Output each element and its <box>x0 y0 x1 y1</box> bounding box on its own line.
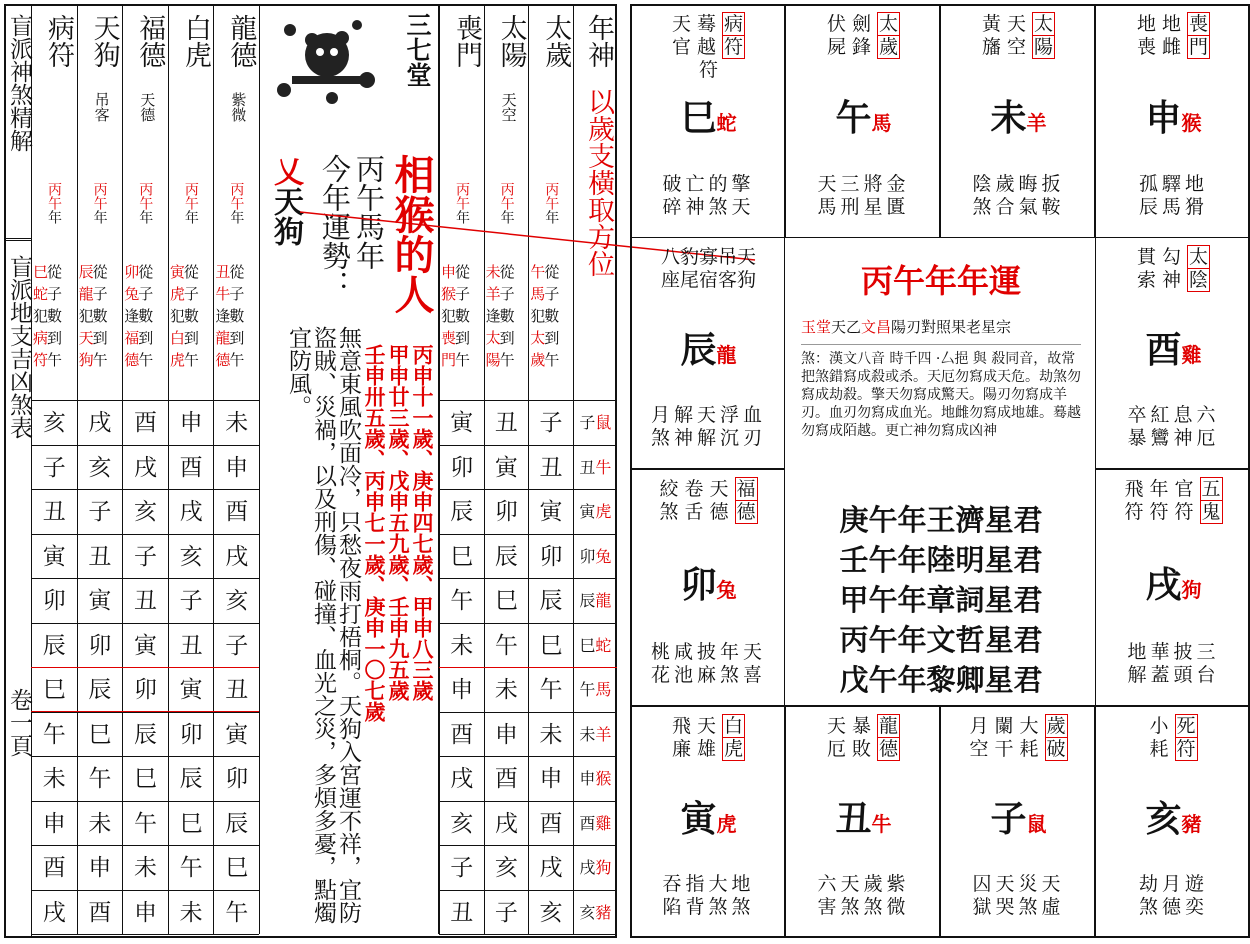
grid-cell: 酉 <box>439 713 484 758</box>
year-fortune-title: 丙午年年運 <box>860 262 1021 300</box>
grid-animal-cell: 巳蛇 <box>573 624 617 669</box>
column-cell: 猴子 <box>441 285 470 303</box>
grid-cell: 巳 <box>31 668 77 713</box>
column-subname: 天空 <box>499 92 518 122</box>
grid-cell: 酉 <box>168 446 214 491</box>
star-god-line: 壬午年陸明星君 <box>839 543 1043 577</box>
column-year: 丙午年 <box>46 182 63 224</box>
grid-cell: 子 <box>528 401 573 446</box>
header-column <box>77 4 123 400</box>
column-name: 年神 <box>582 14 614 68</box>
column-cell: 天到 <box>78 329 107 347</box>
grid-cell: 巳 <box>122 757 168 802</box>
grid-cell: 辰 <box>484 535 529 580</box>
grid-animal-cell: 辰龍 <box>573 579 617 624</box>
column-cell: 寅從 <box>169 263 198 281</box>
grid-cell: 酉 <box>528 802 573 847</box>
column-cell: 狗午 <box>78 351 107 369</box>
grid-cell: 辰 <box>168 757 214 802</box>
grid-cell: 巳 <box>77 713 123 758</box>
grid-cell: 戌 <box>77 401 123 446</box>
grid-animal-cell: 寅虎 <box>573 490 617 535</box>
grid-cell: 午 <box>31 713 77 758</box>
grid-cell: 卯 <box>77 624 123 669</box>
column-cell: 太到 <box>485 329 514 347</box>
usage-notes: 煞：漢文八音 時千四 ·厶挹 與 殺同音，故常把煞錯寫成殺或杀。天厄勿寫成天危。劫煞勿寫成劫殺。擎天勿寫成驚天。陽刃勿寫成羊刃。血刃勿寫成血光。地雌勿寫成地雄。蓦越勿寫成陌越。更亡神勿寫成凶神 <box>801 351 1081 439</box>
grid-cell: 午 <box>528 668 573 713</box>
column-cell: 德午 <box>124 351 153 369</box>
grid-cell: 寅 <box>31 535 77 580</box>
red-title: 相猴的人 <box>388 154 435 314</box>
grid-cell: 申 <box>484 713 529 758</box>
column-cell: 馬子 <box>530 285 559 303</box>
grid-cell: 未 <box>168 891 214 936</box>
grid-cell: 亥 <box>122 490 168 535</box>
grid-cell: 亥 <box>439 802 484 847</box>
grid-cell: 丑 <box>168 624 214 669</box>
branch-cell-wu <box>785 4 940 238</box>
grid-cell: 丑 <box>484 401 529 446</box>
grid-cell: 申 <box>77 846 123 891</box>
column-cell: 喪到 <box>441 329 470 347</box>
column-year: 丙午年 <box>543 182 560 224</box>
grid-cell: 未 <box>484 668 529 713</box>
grid-cell: 辰 <box>528 579 573 624</box>
grid-cell: 戌 <box>484 802 529 847</box>
column-subname: 紫微 <box>229 92 248 122</box>
grid-cell: 午 <box>439 579 484 624</box>
header-column <box>213 4 259 400</box>
grid-cell: 未 <box>122 846 168 891</box>
column-name: 福德 <box>134 14 166 68</box>
cell-stars: 黃 天 太 旛 空 陽 <box>981 13 1054 58</box>
grid-cell: 未 <box>439 624 484 669</box>
highlight-row <box>31 667 259 712</box>
column-cell: 符午 <box>33 351 62 369</box>
cell-stars: 貫 勾 太 索 神 陰 <box>1136 246 1209 291</box>
grid-cell: 丑 <box>439 891 484 936</box>
grid-cell: 子 <box>77 490 123 535</box>
column-year: 丙午年 <box>137 182 154 224</box>
cell-branch: 巳蛇 <box>680 97 737 139</box>
cell-branch: 申猴 <box>1145 97 1202 139</box>
grid-cell: 卯 <box>439 446 484 491</box>
grid-cell: 卯 <box>528 535 573 580</box>
right-page <box>630 0 1250 944</box>
branch-cell-yin <box>630 706 785 938</box>
column-cell: 羊子 <box>485 285 514 303</box>
column-year: 丙午年 <box>498 182 515 224</box>
cell-bottom: 破亡的擎 碎神煞天 <box>662 173 755 218</box>
cell-stars: 絞 卷 天 福 煞 舌 德 德 <box>659 478 756 523</box>
grid-cell: 巳 <box>168 802 214 847</box>
grid-cell: 申 <box>31 802 77 847</box>
column-cell: 福到 <box>124 329 153 347</box>
grid-animal-cell: 酉雞 <box>573 802 617 847</box>
cell-branch: 寅虎 <box>680 798 737 840</box>
column-cell: 虎子 <box>169 285 198 303</box>
side-title-bottom: 盲派地支吉凶煞表 <box>6 255 32 439</box>
grid-cell: 寅 <box>528 490 573 535</box>
column-cell: 犯數 <box>530 307 559 325</box>
header-column <box>122 4 168 400</box>
column-cell: 犯數 <box>441 307 470 325</box>
ages-column-2: 甲申廿三歲、戊申五九歲、壬申九五歲 <box>386 344 411 701</box>
column-cell: 門午 <box>441 351 470 369</box>
grid-cell: 午 <box>122 802 168 847</box>
grid-cell: 丑 <box>213 668 259 713</box>
grid-cell: 卯 <box>213 757 259 802</box>
column-cell: 白到 <box>169 329 198 347</box>
column-cell: 龍到 <box>215 329 244 347</box>
grid-cell: 丑 <box>122 579 168 624</box>
cell-branch: 亥豬 <box>1145 798 1202 840</box>
grid-cell: 申 <box>168 401 214 446</box>
cell-stars: 伏 劍 太 屍 鋒 歲 <box>826 13 899 58</box>
grid-cell: 未 <box>213 401 259 446</box>
column-cell: 犯數 <box>33 307 62 325</box>
column-year: 丙午年 <box>454 182 471 224</box>
branch-cell-xu <box>1095 469 1250 706</box>
column-cell: 牛子 <box>215 285 244 303</box>
cell-branch: 午馬 <box>835 97 892 139</box>
column-year: 丙午年 <box>228 182 245 224</box>
cell-bottom: 卒紅息六 暴鸞神厄 <box>1127 404 1220 449</box>
column-subname: 天德 <box>138 92 157 122</box>
column-cell: 申從 <box>441 263 470 281</box>
column-name: 喪門 <box>451 14 483 68</box>
cell-bottom: 吞指大地 陷背煞煞 <box>662 873 755 918</box>
center-panel <box>784 237 1096 706</box>
cell-stars: 月 闌 大 歲 空 干 耗 破 <box>969 715 1066 760</box>
cell-branch: 辰龍 <box>680 329 737 371</box>
column-cell: 蛇子 <box>33 285 62 303</box>
grid-animal-cell: 子鼠 <box>573 401 617 446</box>
branch-cell-mao <box>630 469 785 706</box>
grid-animal-cell: 申猴 <box>573 757 617 802</box>
grid-cell: 午 <box>168 846 214 891</box>
grid-animal-cell: 丑牛 <box>573 446 617 491</box>
branch-cell-wei <box>940 4 1095 238</box>
side-title-top: 盲派神煞精解 <box>6 14 32 152</box>
grid-cell: 巳 <box>484 579 529 624</box>
star-god-line: 戊午年黎卿星君 <box>839 663 1043 697</box>
column-name: 龍德 <box>225 14 257 68</box>
cell-branch: 丑牛 <box>835 798 892 840</box>
cell-bottom: 六天歲紫 害煞煞微 <box>817 873 910 918</box>
grid-cell: 寅 <box>77 579 123 624</box>
header-column <box>31 4 77 400</box>
column-name: 病符 <box>43 14 75 68</box>
side-vol: 卷一頁 <box>6 688 32 757</box>
column-name: 太陽 <box>495 14 527 68</box>
grid-cell: 子 <box>439 846 484 891</box>
grid-cell: 申 <box>439 668 484 713</box>
grid-cell: 丑 <box>31 490 77 535</box>
grid-cell: 戌 <box>528 846 573 891</box>
grid-cell: 子 <box>122 535 168 580</box>
grid-animal-cell: 未羊 <box>573 713 617 758</box>
branch-cell-you <box>1095 237 1250 469</box>
column-cell: 陽午 <box>485 351 514 369</box>
column-name: 白虎 <box>179 14 211 68</box>
column-cell: 龍子 <box>78 285 107 303</box>
tiangou-mark: 乂天狗 <box>268 156 303 246</box>
grid-cell: 未 <box>31 757 77 802</box>
star-god-line: 丙午年文哲星君 <box>839 623 1043 657</box>
column-year: 丙午年 <box>182 182 199 224</box>
studio-name: 三七堂 <box>403 12 432 87</box>
column-year: 丙午年 <box>91 182 108 224</box>
cell-stars: 飛 天 白 廉 雄 虎 <box>671 715 744 760</box>
star-god-line: 甲午年章詞星君 <box>839 583 1043 617</box>
column-cell: 太到 <box>530 329 559 347</box>
grid-cell: 午 <box>484 624 529 669</box>
cell-bottom: 地華披三 解蓋頭台 <box>1127 641 1220 686</box>
grid-animal-cell: 午馬 <box>573 668 617 713</box>
grid-cell: 戌 <box>439 757 484 802</box>
column-cell: 犯數 <box>169 307 198 325</box>
woodcut-illustration <box>272 10 380 110</box>
grid-cell: 子 <box>213 624 259 669</box>
highlight-row <box>439 667 617 668</box>
column-cell: 逢數 <box>215 307 244 325</box>
left-page <box>0 0 620 944</box>
grid-cell: 丑 <box>77 535 123 580</box>
column-cell: 巳從 <box>33 263 62 281</box>
cell-stars: 小 死 耗 符 <box>1149 715 1196 760</box>
sub-title: 丙午馬年 <box>352 154 386 270</box>
column-name: 太歲 <box>540 14 572 68</box>
star-god-list <box>785 500 1097 700</box>
grid-cell: 卯 <box>168 713 214 758</box>
grid-cell: 寅 <box>213 713 259 758</box>
column-cell: 午從 <box>530 263 559 281</box>
grid-cell: 辰 <box>31 624 77 669</box>
center-block <box>259 4 439 934</box>
grid-cell: 卯 <box>484 490 529 535</box>
grid-cell: 戌 <box>168 490 214 535</box>
grid-cell: 申 <box>122 891 168 936</box>
cell-bottom: 月解天浮血 煞神解沉刃 <box>650 404 766 449</box>
column-cell: 未從 <box>485 263 514 281</box>
cell-branch: 卯兔 <box>680 563 737 606</box>
cell-branch: 子鼠 <box>990 798 1047 840</box>
ages-column-1: 丙申十一歲、庚申四七歲、甲申八三歲 <box>410 344 435 701</box>
column-cell: 逢數 <box>124 307 153 325</box>
column-cell: 犯數 <box>78 307 107 325</box>
star-god-line: 庚午年王濟星君 <box>839 503 1043 537</box>
grid-cell: 子 <box>31 446 77 491</box>
cell-branch: 戌狗 <box>1145 563 1202 606</box>
column-cell: 病到 <box>33 329 62 347</box>
grid-cell: 寅 <box>439 401 484 446</box>
grid-cell: 未 <box>528 713 573 758</box>
grid-cell: 亥 <box>213 579 259 624</box>
column-cell: 辰從 <box>78 263 107 281</box>
column-subname: 吊客 <box>92 92 111 122</box>
grid-cell: 丑 <box>528 446 573 491</box>
cell-bottom: 孤驛地 辰馬猾 <box>1138 173 1208 218</box>
cell-stars: 地 地 喪 喪 雌 門 <box>1136 13 1209 58</box>
column-cell: 德午 <box>215 351 244 369</box>
grid-cell: 戌 <box>122 446 168 491</box>
grid-cell: 子 <box>484 891 529 936</box>
cell-bottom: 劫月遊 煞德奕 <box>1138 873 1208 918</box>
grid-cell: 辰 <box>122 713 168 758</box>
reference-line: 玉堂天乙文昌陽刃對照果老星宗 <box>801 318 1012 336</box>
ages-column-3: 壬申卅五歲、丙申七一歲、庚申一〇七歲 <box>362 344 387 722</box>
column-cell: 兔子 <box>124 285 153 303</box>
branch-cell-chou <box>785 706 940 938</box>
divider <box>801 344 1081 345</box>
fortune-text: 無意東風吹面冷，只愁夜雨打梧桐。天狗入宮運不祥，宜防盜賊、災禍，以及刑傷、碰撞、血光之災，多煩多憂，點燭宜防風。 <box>285 326 361 924</box>
grid-cell: 寅 <box>484 446 529 491</box>
grid-cell: 亥 <box>528 891 573 936</box>
grid-cell: 未 <box>77 802 123 847</box>
grid-cell: 戌 <box>213 535 259 580</box>
cell-bottom: 桃咸披年天 花池麻煞喜 <box>650 641 766 686</box>
grid-cell: 寅 <box>168 668 214 713</box>
branch-cell-chen <box>630 237 785 469</box>
grid-animal-cell: 戌狗 <box>573 846 617 891</box>
grid-cell: 戌 <box>31 891 77 936</box>
column-name: 天狗 <box>88 14 120 68</box>
grid-cell: 子 <box>168 579 214 624</box>
grid-cell: 申 <box>528 757 573 802</box>
grid-cell: 巳 <box>528 624 573 669</box>
grid-cell: 辰 <box>439 490 484 535</box>
grid-cell: 酉 <box>31 846 77 891</box>
cell-stars: 天 蓦 病 官 越 符 符 <box>671 13 744 81</box>
grid-cell: 酉 <box>484 757 529 802</box>
cell-bottom: 天三將金 馬刑星匱 <box>817 173 910 218</box>
grid-cell: 巳 <box>213 846 259 891</box>
grid-cell: 酉 <box>122 401 168 446</box>
grid-cell: 卯 <box>122 668 168 713</box>
grid-cell: 辰 <box>77 668 123 713</box>
grid-cell: 巳 <box>439 535 484 580</box>
grid-cell: 卯 <box>31 579 77 624</box>
grid-cell: 亥 <box>77 446 123 491</box>
grid-cell: 酉 <box>77 891 123 936</box>
cell-stars: 天 暴 龍 厄 敗 德 <box>826 715 899 760</box>
column-cell: 逢數 <box>485 307 514 325</box>
grid-animal-cell: 卯兔 <box>573 535 617 580</box>
cell-stars: 飛 年 官 五 符 符 符 鬼 <box>1124 478 1221 523</box>
grid-cell: 午 <box>213 891 259 936</box>
grid-cell: 酉 <box>213 490 259 535</box>
sub-title-2: 今年運勢： <box>318 154 352 299</box>
grid-cell: 亥 <box>168 535 214 580</box>
cell-bottom: 陰歲晦扳 煞合氣鞍 <box>972 173 1065 218</box>
column-cell: 虎午 <box>169 351 198 369</box>
grid-animal-cell: 亥豬 <box>573 891 617 936</box>
column-cell: 卯從 <box>124 263 153 281</box>
grid-cell: 申 <box>213 446 259 491</box>
branch-cell-si <box>630 4 785 238</box>
branch-cell-shen <box>1095 4 1250 238</box>
cell-branch: 酉雞 <box>1145 329 1202 371</box>
left-header-group <box>31 4 259 404</box>
column-cell: 歲午 <box>530 351 559 369</box>
grid-cell: 辰 <box>213 802 259 847</box>
grid-cell: 午 <box>77 757 123 802</box>
divider <box>6 238 31 241</box>
column-cell: 丑從 <box>215 263 244 281</box>
branch-cell-hai <box>1095 706 1250 938</box>
branch-cell-zi <box>940 706 1095 938</box>
grid-cell: 寅 <box>122 624 168 669</box>
cell-stars: 八豹寡吊天 座尾宿客狗 <box>660 246 756 291</box>
cell-bottom: 囚天災天 獄哭煞虛 <box>972 873 1065 918</box>
grid-cell: 亥 <box>484 846 529 891</box>
grid-cell: 亥 <box>31 401 77 446</box>
header-column <box>168 4 214 400</box>
cell-branch: 未羊 <box>990 97 1047 139</box>
column-note: 以歲支橫取方位 <box>582 88 614 277</box>
